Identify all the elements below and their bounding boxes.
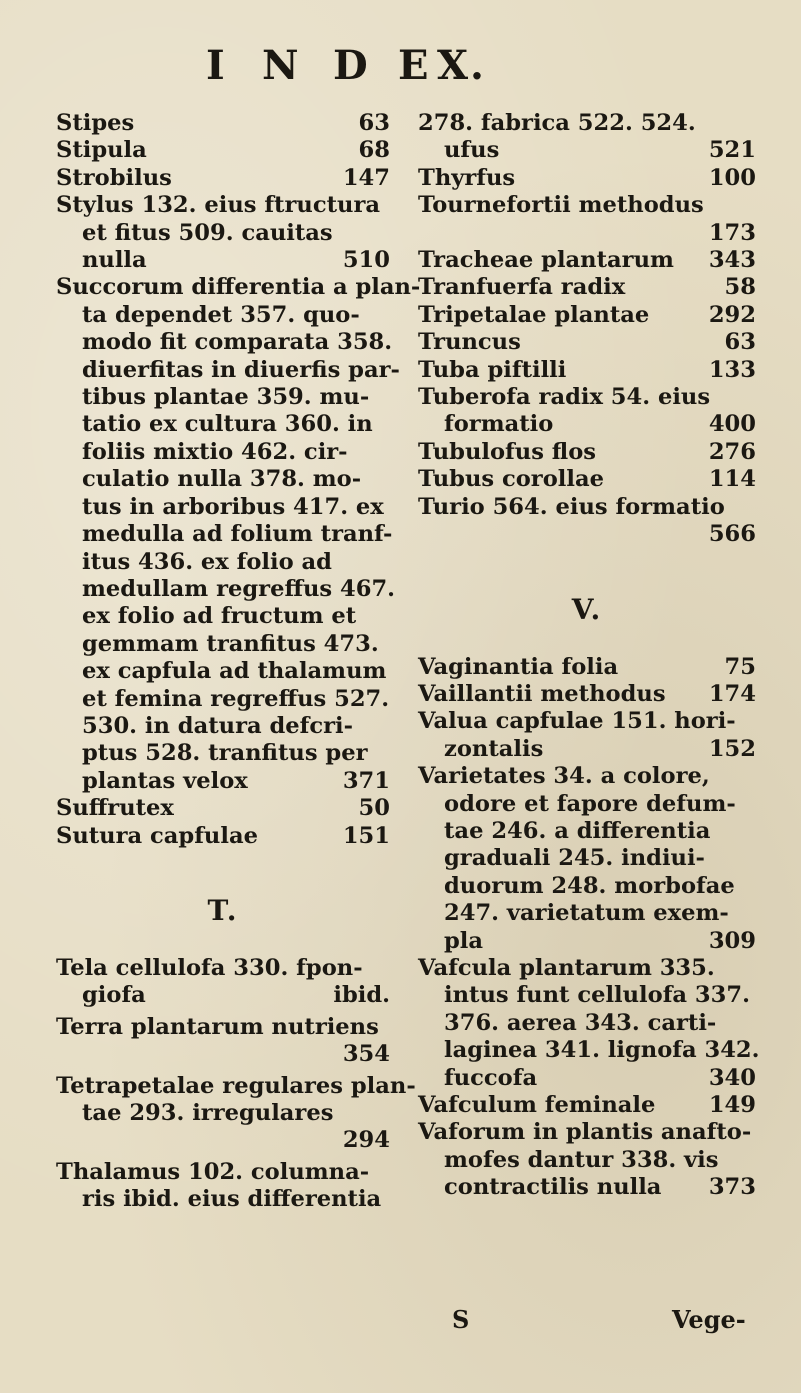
index-entry: Strobilus 147 <box>56 164 390 191</box>
index-entry: Stipula 68 <box>56 137 390 164</box>
index-entry-line: Tetrapetalae regulares plan- <box>56 1072 416 1099</box>
index-entry: Vaginantia folia 75 <box>418 653 756 680</box>
index-entry-line: 278. fabrica 522. 524. <box>418 110 696 136</box>
index-entry-line: nulla 510 <box>82 247 390 274</box>
index-entry-line: Vafcula plantarum 335. <box>418 954 715 981</box>
index-entry-line: medullam regreffus 467. <box>82 575 396 602</box>
index-entry-line: 173 <box>708 219 756 246</box>
index-entry-line: tae 246. a differentia <box>444 817 711 844</box>
catchword: Vege- <box>672 1305 746 1334</box>
index-entry-line: foliis mixtio 462. cir- <box>82 438 348 465</box>
header-letter: E <box>398 42 431 89</box>
index-entry-line: tibus plantae 359. mu- <box>82 384 370 411</box>
index-entry-line: ris ibid. eius differentia <box>82 1186 382 1213</box>
index-entry-line: 294 <box>342 1127 390 1154</box>
index-entry-line: 354 <box>342 1041 390 1068</box>
index-entry-line: ex capfula ad thalamum <box>82 658 387 685</box>
index-entry-line: Terra plantarum nutriens <box>56 1013 379 1040</box>
index-entry-line: et fitus 509. cauitas <box>82 219 333 246</box>
header-letter: D <box>333 42 370 89</box>
index-entry-line: Turio 564. eius formatio <box>418 493 725 520</box>
page-footer <box>0 1305 801 1345</box>
index-entry-line: intus funt cellulofa 337. <box>444 982 750 1009</box>
index-entry: Tracheae plantarum 343 <box>418 247 756 274</box>
index-entry: Tubulofus flos 276 <box>418 438 756 465</box>
index-entry: Vafculum feminale 149 <box>418 1092 756 1118</box>
signature-mark: S <box>452 1305 470 1334</box>
index-entry: Suffrutex 50 <box>56 795 390 822</box>
index-entry-line: Stylus 132. eius ftructura <box>56 192 380 219</box>
index-entry: Tubus corollae 114 <box>418 466 756 493</box>
index-entry-line: Thalamus 102. columna- <box>56 1158 370 1185</box>
index-entry: Tripetalae plantae 292 <box>418 301 756 328</box>
index-entry-line: gemmam tranfitus 473. <box>82 630 379 657</box>
right-column <box>418 110 760 1202</box>
index-entry: Stipes 63 <box>56 110 390 136</box>
index-entry-line: 247. varietatum exem- <box>444 900 729 927</box>
index-entry-line: 376. aerea 343. carti- <box>444 1009 717 1036</box>
index-entry-line: medulla ad folium tranf- <box>82 521 393 548</box>
section-letter-v: V. <box>571 592 603 626</box>
header-letter: X. <box>437 42 486 89</box>
index-entry-line: culatio nulla 378. mo- <box>82 466 362 493</box>
index-entry-line: ta dependet 357. quo- <box>82 301 360 328</box>
index-entry-line: tatio ex cultura 360. in <box>82 411 373 438</box>
index-entry-line: tae 293. irregulares <box>82 1100 334 1126</box>
index-entry: Truncus 63 <box>418 329 756 356</box>
index-entry-line: duorum 248. morbofae <box>444 872 735 899</box>
index-entry: Thyrfus 100 <box>418 164 756 191</box>
index-entry-line: mofes dantur 338. vis <box>444 1146 719 1173</box>
index-entry: Tuba piftilli 133 <box>418 356 756 383</box>
index-entry-line: 530. in datura defcri- <box>82 712 353 739</box>
index-entry-line: ptus 528. tranfitus per <box>82 740 368 767</box>
index-entry-line: modo fit comparata 358. <box>82 329 393 356</box>
index-entry-line: Vaforum in plantis anafto- <box>418 1119 752 1146</box>
index-entry-line: Varietates 34. a colore, <box>418 763 710 790</box>
index-entry-line: giofa ibid. <box>82 982 390 1009</box>
index-entry: Sutura capfulae 151 <box>56 822 390 849</box>
index-entry-line: fuccofa 340 <box>444 1064 756 1091</box>
index-entry-line: ex folio ad fructum et <box>82 603 357 630</box>
index-entry: Vaillantii methodus 174 <box>418 680 756 707</box>
running-header <box>0 42 801 92</box>
index-entry-line: pla 309 <box>444 927 756 954</box>
section-letter-t: T. <box>207 893 239 927</box>
index-entry: Tranfuerfa radix 58 <box>418 274 756 301</box>
index-entry-line: odore et fapore defum- <box>444 790 736 817</box>
index-entry-line: 566 <box>708 521 756 548</box>
index-entry-line: contractilis nulla 373 <box>444 1174 756 1201</box>
index-entry-line: plantas velox 371 <box>82 767 390 794</box>
index-entry-line: Valua capfulae 151. hori- <box>418 708 736 735</box>
index-entry-line: et femina regreffus 527. <box>82 685 390 712</box>
header-letter: I <box>206 42 227 89</box>
index-entry-line: graduali 245. indiui- <box>444 845 705 872</box>
index-entry-line: Tournefortii methodus <box>418 192 704 219</box>
index-entry-line: tus in arboribus 417. ex <box>82 493 384 520</box>
header-letter: N <box>262 42 301 89</box>
index-entry-line: laginea 341. lignofa 342. <box>444 1037 760 1064</box>
index-entry-line: ufus 521 <box>444 137 756 164</box>
index-entry-line: zontalis 152 <box>444 735 756 762</box>
index-entry-line: itus 436. ex folio ad <box>82 548 332 575</box>
index-entry-line: formatio 400 <box>444 411 756 438</box>
index-entry-line: Tuberofa radix 54. eius <box>418 384 711 411</box>
index-entry-line: Tela cellulofa 330. fpon- <box>56 954 363 981</box>
index-entry-line: Succorum differentia a plan- <box>56 274 421 301</box>
left-column <box>56 110 421 1214</box>
index-entry-line: diuerfitas in diuerfis par- <box>82 356 400 383</box>
